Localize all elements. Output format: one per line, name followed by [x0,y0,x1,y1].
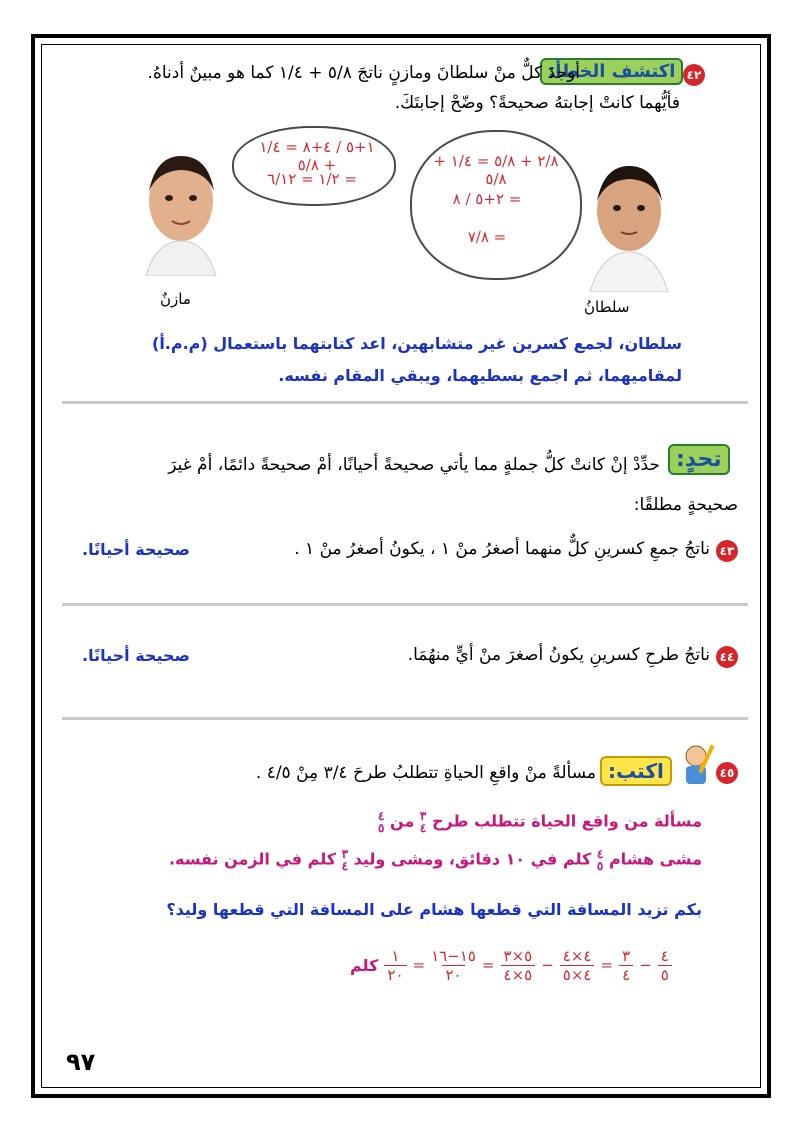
fraction-denominator: ٤×٥ [560,965,595,984]
question-number-badge: ٤٥ [716,762,738,784]
q45-answer2-part1: مشى هشام [608,849,702,869]
equals-sign: = [481,956,495,974]
fraction-denominator: ٤ [619,965,633,984]
q43-answer: صحيحة أحيانًا. [82,540,190,559]
fraction-denominator: ٢٠ [442,965,464,984]
q45-answer-line1 [378,810,702,834]
fraction-3-4 [420,810,426,834]
fraction-numerator: ٤×٤ [562,946,592,965]
calc-fraction [431,947,476,984]
fraction-denominator: ٥ [596,859,604,873]
fraction-3-4 [342,848,348,872]
fraction-numerator: ٣ [622,946,631,965]
q45-answer2-part3: كلم في الزمن نفسه. [168,849,337,869]
section-divider [62,401,748,404]
fraction-denominator: ٥ [377,821,385,835]
calc-fraction [619,947,633,984]
unit-km: كلم [350,955,379,975]
fraction-denominator: ٤ [419,821,427,835]
mazen-speech-bubble [232,126,396,206]
q42-line1: أوجدَ كلٌّ منْ سلطانَ ومازنٍ ناتجَ ٥/٨ + ١/٤ كما هو مبينٌ أدناهُ. [147,63,580,83]
sultan-work-line1: ٢/٨ + ٥/٨ = ١/٤ + ٥/٨ [433,152,559,188]
mazen-work-line1: ١+٥ / ٤+٨ = ١/٤ + ٥/٨ [259,138,375,174]
minus-sign: − [541,956,554,974]
question-number-badge: ٤٤ [716,646,738,668]
write-label [600,756,672,786]
calc-fraction [658,947,672,984]
fraction-4-5 [597,848,603,872]
fraction-4-5 [378,810,384,834]
question-number-badge: ٤٣ [716,540,738,562]
sultan-speech-bubble [410,130,582,280]
fraction-denominator: ٢٠ [384,965,406,984]
q45-calculation [350,940,700,990]
sultan-work-line2: ٢+٥ / ٨ = [452,190,522,208]
q45-answer1-text: مسألة من واقع الحياة تتطلب طرح [431,811,702,831]
calc-fraction [501,947,536,984]
fraction-numerator: ٥×٣ [503,946,533,965]
fraction-numerator: ٤ [377,809,385,823]
find-error-label-text: اكتشف الخطأ: [548,61,676,82]
q45-answer-line3: بكم تزيد المسافة التي قطعها هشام على المسافة التي قطعها وليد؟ [166,900,702,919]
fraction-denominator: ٥ [658,965,672,984]
challenge-line2: صحيحةٍ مطلقًا: [633,495,738,515]
sultan-work-line3: ٧/٨ = [467,228,507,246]
q42-line2: فأيُّهما كانتْ إجابتهُ صحيحةً؟ وضّحْ إجابتَكَ. [394,93,680,113]
boy-face-icon [136,146,226,276]
calc-fraction [560,947,595,984]
mazen-caption: مازنٌ [160,290,191,308]
cartoon-writer-icon [676,740,716,788]
write-label-text: اكتب: [608,759,664,783]
fraction-numerator: ٤ [596,847,604,861]
fraction-denominator: ٤ [341,859,349,873]
sultan-caption: سلطانُ [584,298,630,316]
q45-answer-line2 [169,848,702,872]
q45-answer1-from: من [390,811,415,831]
q45-answer2-part2: كلم في ١٠ دقائق، ومشى وليد [353,849,592,869]
section-divider [62,717,748,720]
question-number-badge: ٤٢ [683,64,705,86]
page-number: ٩٧ [66,1048,96,1076]
fraction-numerator: ١ [391,946,400,965]
equals-sign: = [600,956,614,974]
fraction-numerator: ٣ [419,809,427,823]
boy-face-icon [582,156,676,292]
fraction-numerator: ٣ [341,847,349,861]
q43-text: ناتجُ جمعِ كسرينِ كلٌّ منهما أصغرُ منْ ١ ، يكونُ أصغرُ منْ ١ . [294,539,710,559]
q44-text: ناتجُ طرحِ كسرينِ يكونُ أصغرَ منْ أيٍّ منهُمَا. [407,645,710,665]
minus-sign: − [639,956,652,974]
calc-fraction [384,947,406,984]
challenge-label [668,444,730,475]
equals-sign: = [412,956,426,974]
challenge-label-text: تحدٍ: [676,447,722,472]
fraction-numerator: ١٥−١٦ [431,946,476,965]
q42-answer-line2: لمقاميهما، ثم اجمع بسطيهما، ويبقي المقام نفسه. [278,366,682,385]
q44-answer: صحيحة أحيانًا. [82,646,190,665]
section-divider [62,603,748,606]
fraction-denominator: ٥×٤ [501,965,536,984]
q45-text: مسألةً منْ واقعِ الحياةِ تتطلبُ طرحَ ٣/٤ مِنْ ٤/٥ . [255,763,596,783]
mazen-work-line2: ١/٢ = ٦/١٢ = [267,170,357,188]
challenge-line1: حدِّدْ إنْ كانتْ كلُّ جملةٍ مما يأتي صحيحةً أحيانًا، أمْ صحيحةً دائمًا، أمْ غيرَ [168,455,660,475]
q42-answer-line1: سلطان، لجمع كسرين غير متشابهين، اعد كتابتهما باستعمال (م.م.أ) [152,334,682,353]
fraction-numerator: ٤ [660,946,669,965]
